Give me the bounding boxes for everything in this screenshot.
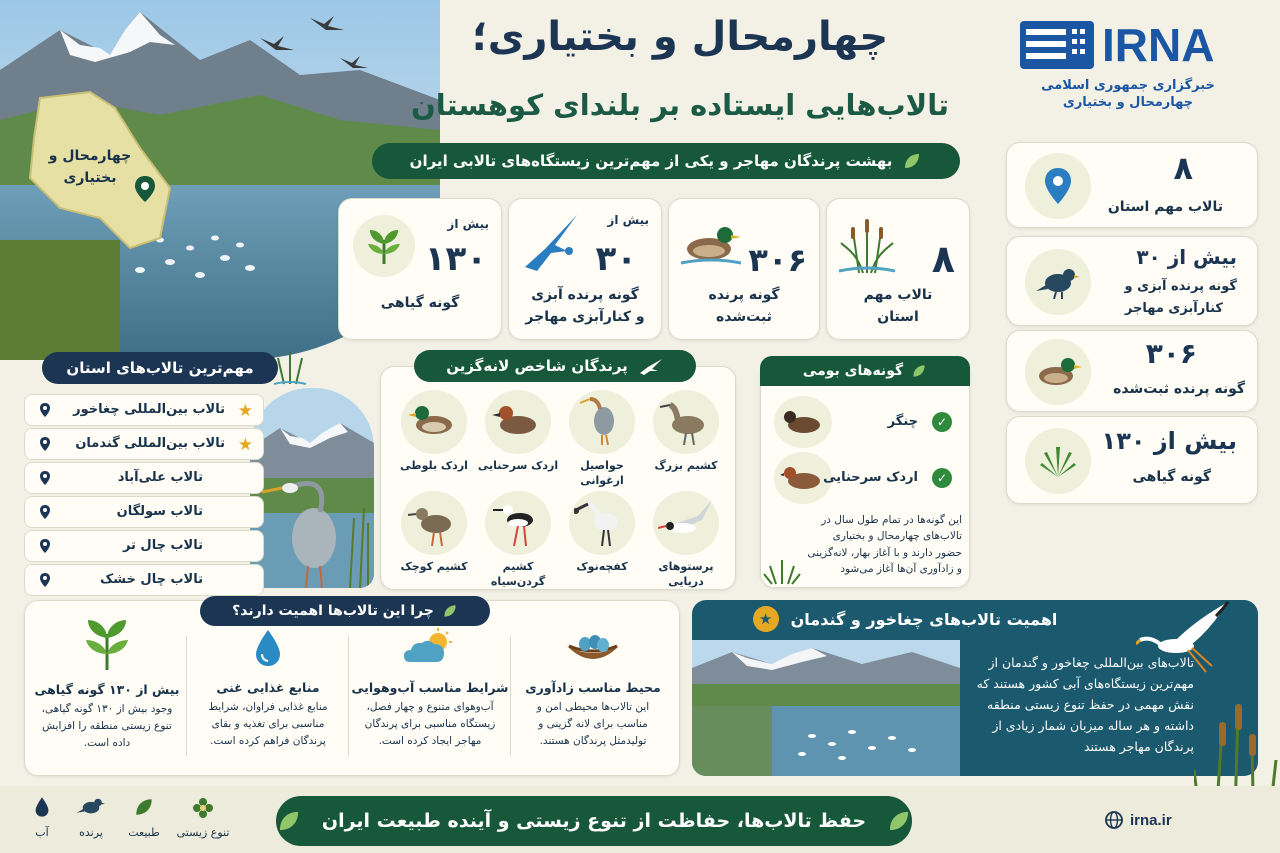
bird-name: اردک سرحنایی xyxy=(477,459,559,472)
footer-url: irna.ir xyxy=(1130,811,1172,829)
duck-icon xyxy=(1025,339,1091,405)
check-icon: ✓ xyxy=(932,468,952,488)
why-item-text: وجود بیش از ۱۳۰ گونه گیاهی، تنوع زیستی منطقه را افزایش داده است. xyxy=(41,703,173,749)
bird-name: کشیم گردن‌سیاه xyxy=(490,559,546,589)
stat-label-line2: استان xyxy=(877,309,919,325)
wetland-name: تالاب بین‌المللی چغاخور xyxy=(73,402,225,417)
why-title xyxy=(200,596,490,626)
bird-item xyxy=(476,489,560,590)
grebe-bird-icon xyxy=(653,390,719,454)
page-title: چهارمحال و بختیاری؛ xyxy=(471,14,889,60)
heron-bird-icon xyxy=(569,390,635,454)
stat-number: ۸ xyxy=(931,237,955,281)
why-divider xyxy=(510,636,511,756)
importance-title-text: اهمیت تالاب‌های چغاخور و گندمان xyxy=(790,609,1058,629)
wetland-list-item[interactable] xyxy=(24,462,264,494)
stat-number: ۳۰۶ xyxy=(748,241,807,279)
native-item-name: چنگر xyxy=(887,414,918,429)
side-stat-number: ۸ xyxy=(1173,149,1193,187)
native-title-text: گونه‌های بومی xyxy=(802,363,904,379)
water-drop-icon xyxy=(24,796,60,822)
side-stat-number: بیش از ۳۰ xyxy=(1136,245,1237,269)
why-item xyxy=(512,628,674,768)
irna-logo-line1: خبرگزاری جمهوری اسلامی xyxy=(1041,78,1215,93)
reeds-icon xyxy=(837,213,897,277)
duck-icon xyxy=(774,396,832,448)
star-icon: ★ xyxy=(237,435,253,455)
reeds-icon xyxy=(272,346,308,386)
bird-item xyxy=(392,489,476,590)
stat-label-line1: گونه پرنده آبزی xyxy=(531,287,639,303)
stat-card-migratory xyxy=(508,198,662,340)
stat-card-birds xyxy=(668,198,820,340)
why-item xyxy=(28,616,186,766)
why-divider xyxy=(186,636,187,756)
leaf-icon xyxy=(118,796,170,822)
location-pin-icon xyxy=(39,470,51,486)
bird-icon xyxy=(1025,249,1091,315)
stat-prefix: بیش از xyxy=(447,217,489,231)
why-item xyxy=(350,628,510,768)
stat-number: ۳۰ xyxy=(595,239,637,279)
why-item-title: بیش از ۱۳۰ گونه گیاهی xyxy=(34,682,180,697)
flower-icon xyxy=(172,796,234,822)
plant-icon xyxy=(353,215,415,277)
page-subtitle: تالاب‌هایی ایستاده بر بلندای کوهستان xyxy=(410,88,950,122)
wetland-list-item[interactable] xyxy=(24,530,264,562)
wetlands-title: مهم‌ترین تالاب‌های استان xyxy=(42,352,278,384)
wetland-name: تالاب سولگان xyxy=(116,504,203,519)
native-item xyxy=(770,396,960,448)
footer-icon-item xyxy=(66,796,116,839)
side-stat-label: گونه پرنده ثبت‌شده xyxy=(1113,381,1245,397)
stat-label-line2: ثبت‌شده xyxy=(716,309,772,325)
why-item-text: آب‌وهوای متنوع و چهار فصل، زیستگاه مناسبی برای پرندگان مهاجر ایجاد کرده است. xyxy=(364,701,496,747)
stat-number: ۱۳۰ xyxy=(424,239,487,279)
bird-name: کفچه‌نوک xyxy=(576,559,628,573)
footer-icon-label: پرنده xyxy=(79,826,103,839)
duck-brown-bird-icon xyxy=(485,390,551,454)
bird-item xyxy=(644,489,728,590)
bird-item xyxy=(644,388,728,489)
wetland-list-item[interactable] xyxy=(24,428,264,460)
footer-icon-label: طبیعت xyxy=(128,826,160,839)
bird-item xyxy=(560,489,644,590)
weather-icon xyxy=(350,628,510,672)
bird-name: کشیم بزرگ xyxy=(654,459,718,472)
why-item-text: این تالاب‌ها محیطی امن و مناسب برای لانه گزینی و تولیدمثل پرندگان هستند. xyxy=(536,701,650,747)
native-title xyxy=(760,356,970,386)
header-banner-text: بهشت پرندگان مهاجر و یکی از مهم‌ترین زیستگاه‌های تالابی ایران xyxy=(409,152,893,170)
wetland-list-item[interactable] xyxy=(24,394,264,426)
footer-icon-label: تنوع زیستی xyxy=(176,826,230,839)
map-label: چهارمحال و بختیاری xyxy=(48,148,132,187)
duck-green-bird-icon xyxy=(401,390,467,454)
wetland-list-item[interactable] xyxy=(24,496,264,528)
side-stat-number: بیش از ۱۳۰ xyxy=(1101,427,1237,455)
why-item-text: منابع غذایی فراوان، شرایط مناسبی برای تغذیه و بقای پرندگان فراهم کرده است. xyxy=(208,701,328,747)
why-item-title: محیط مناسب زادآوری xyxy=(525,680,661,695)
location-pin-icon xyxy=(1025,153,1091,219)
why-item xyxy=(188,628,348,768)
birds-grid xyxy=(392,388,728,589)
native-item-name: اردک سرحنایی xyxy=(823,470,918,485)
location-pin-icon xyxy=(39,572,51,588)
birds-title xyxy=(414,350,696,382)
why-item-title: شرایط مناسب آب‌وهوایی xyxy=(351,680,509,695)
globe-icon xyxy=(1104,810,1124,830)
plant-icon xyxy=(1025,428,1091,494)
bird-name: پرستوهای دریایی xyxy=(658,559,714,589)
stat-card-plants xyxy=(338,198,502,340)
stat-card-wetlands xyxy=(826,198,970,340)
irna-logo-text: IRNA xyxy=(1102,19,1215,71)
footer-slogan-text: حفظ تالاب‌ها، حفاظت از تنوع زیستی و آینده طبیعت ایران xyxy=(321,810,867,832)
water-drop-icon xyxy=(188,628,348,672)
importance-text: تالاب‌های بین‌المللی چغاخور و گندمان از مهم‌ترین زیستگاه‌های آبی کشور هستند که نقش مهمی در حفظ تنوع زیستی منطقه داشته و هر ساله میزبان شمار زیادی از پرندگان مهاجر هستند xyxy=(976,655,1194,754)
location-pin-icon xyxy=(39,538,51,554)
irna-logo-mark xyxy=(1018,19,1096,71)
header-banner xyxy=(372,143,960,179)
map-pin-icon xyxy=(134,175,156,203)
leaf-icon xyxy=(276,808,302,834)
stilt-bird-icon xyxy=(485,491,551,555)
side-stat-migratory xyxy=(1006,236,1258,326)
bird-name: حواصیل ارغوانی xyxy=(580,459,624,488)
native-item xyxy=(770,452,960,504)
native-description: این گونه‌ها در تمام طول سال در تالاب‌های چهارمحال و بختیاری حضور دارند و با آغاز بهار، لانه‌گزینی و زادآوری آن‌ها آغاز می‌شود xyxy=(807,514,962,575)
check-icon: ✓ xyxy=(932,412,952,432)
leaf-icon xyxy=(911,363,927,379)
stat-prefix: بیش از xyxy=(607,213,649,227)
duck-icon xyxy=(679,217,743,269)
footer-icon-item xyxy=(172,796,234,839)
leaf-icon xyxy=(902,151,922,171)
side-stat-label-line1: گونه پرنده آبزی و xyxy=(1124,279,1237,294)
footer-slogan xyxy=(276,796,912,846)
wetland-list-item[interactable] xyxy=(24,564,264,596)
side-stat-label: گونه گیاهی xyxy=(1132,469,1211,485)
flying-bird-icon xyxy=(638,357,664,375)
side-stat-label-line2: کنارآبزی مهاجر xyxy=(1124,301,1223,316)
location-pin-icon xyxy=(39,402,51,418)
bird-item xyxy=(560,388,644,489)
why-title-text: چرا این تالاب‌ها اهمیت دارند؟ xyxy=(232,603,434,619)
footer-icon-item xyxy=(24,796,60,839)
wetlands-photo xyxy=(250,388,374,588)
stat-label-line2: و کنارآبزی مهاجر xyxy=(525,309,645,325)
bird-name: کشیم کوچک xyxy=(400,559,468,573)
side-stat-plants xyxy=(1006,416,1258,504)
footer-website[interactable] xyxy=(1104,810,1172,830)
bird-item xyxy=(476,388,560,489)
grass-icon xyxy=(762,556,802,586)
wetland-name: تالاب بین‌المللی گندمان xyxy=(75,436,225,451)
star-icon: ★ xyxy=(237,401,253,421)
side-stat-label: تالاب مهم استان xyxy=(1107,199,1223,215)
location-pin-icon xyxy=(39,504,51,520)
grebe-small-bird-icon xyxy=(401,491,467,555)
irna-logo-line2: چهارمحال و بختیاری xyxy=(1062,95,1194,110)
stat-label-line1: گونه گیاهی xyxy=(380,295,460,311)
importance-photo xyxy=(692,640,960,776)
location-pin-icon xyxy=(39,436,51,452)
side-stat-birds xyxy=(1006,330,1258,412)
leaf-icon xyxy=(442,603,458,619)
side-stat-wetlands xyxy=(1006,142,1258,228)
wetland-name: تالاب چال خشک xyxy=(100,572,203,587)
stat-label-line1: تالاب مهم xyxy=(863,287,933,303)
flying-bird-icon xyxy=(521,211,579,273)
birds-title-text: پرندگان شاخص لانه‌گزین xyxy=(446,357,628,375)
bird-name: اردک بلوطی xyxy=(400,459,468,472)
tern-bird-icon xyxy=(653,491,719,555)
side-stat-number: ۳۰۶ xyxy=(1145,337,1197,370)
why-item-title: منابع غذایی غنی xyxy=(216,680,320,695)
bird-item xyxy=(392,388,476,489)
wetlands-list xyxy=(24,394,264,596)
wetland-name: تالاب چال تر xyxy=(122,538,203,553)
nest-icon xyxy=(512,628,674,672)
stat-label-line1: گونه پرنده xyxy=(708,287,780,303)
footer-icon-item xyxy=(118,796,170,839)
irna-logo[interactable] xyxy=(1018,18,1238,128)
star-icon: ★ xyxy=(753,606,779,632)
why-divider xyxy=(348,636,349,756)
footer-icon-label: آب xyxy=(35,826,49,839)
plant-icon xyxy=(28,616,186,672)
leaf-icon xyxy=(886,808,912,834)
wetland-name: تالاب علی‌آباد xyxy=(117,470,203,485)
spoonbill-bird-icon xyxy=(569,491,635,555)
importance-title xyxy=(700,604,1110,634)
bird-icon xyxy=(66,796,116,822)
